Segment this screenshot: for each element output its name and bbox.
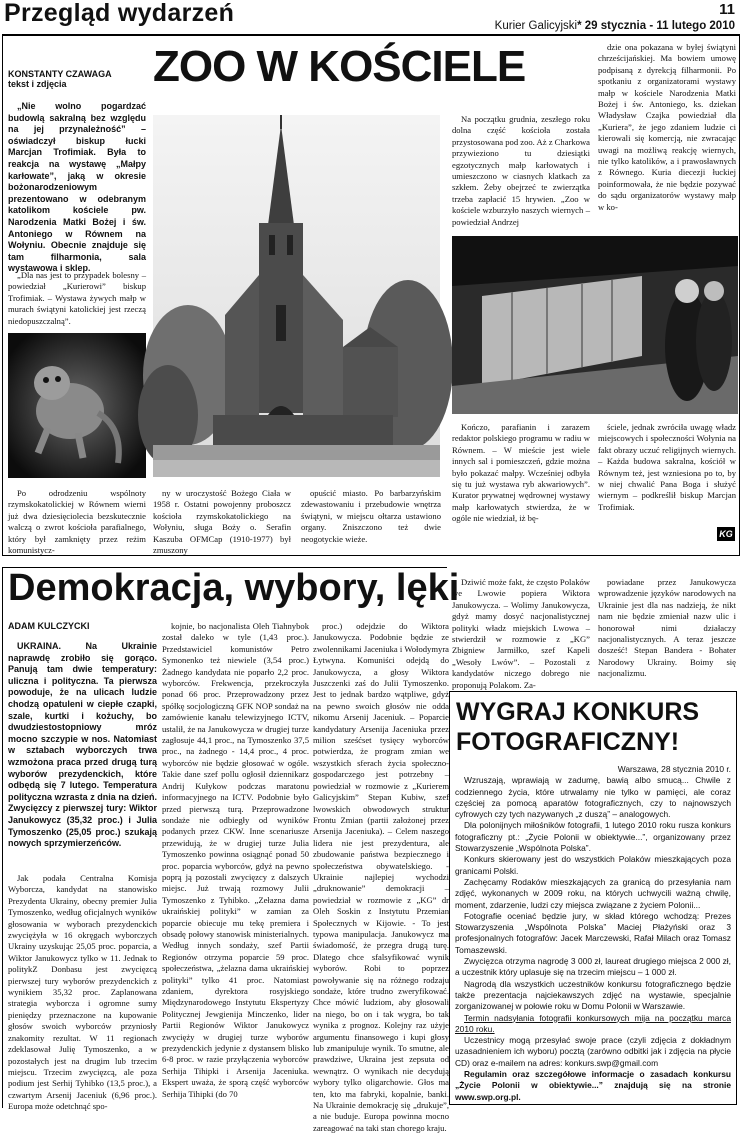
newspaper-line	[495, 20, 735, 32]
konkurs-p4: Zachęcamy Rodaków mieszkających za granicą do przesyłania nam zdjęć, wykonanych w 2009 roku, na których uchwycili ważną chwilę, moment, zdarzenie, ludzi czy miejsca związane z życiem Polonii...	[455, 876, 731, 910]
konkurs-dateline: Warszawa, 28 stycznia 2010 r.	[617, 764, 731, 774]
zoo-col5-top	[598, 42, 736, 234]
zoo-col4-bottom	[452, 422, 590, 547]
demo-col5	[598, 577, 736, 677]
demo-lead-text: UKRAINA. Na Ukrainie naprawdę zrobiło się gorąco. Panują tam dwie temperatury: uliczna i polityczna. Ta pierwsza powoduje, że na ulicach ludzie chodzą opatuleni w ciepłe czapki, szale, kurtki i kożuchy, bo dwudziestostopniowy mróz mocno szczypie w nos. Natomiast w sztabach wyborczych trwa wzmożona praca przed drugą turą wyborów prezydenckich, które odbędą się 7 lutego. Temperatura polityczna wzrasta z dnia na dzień. Zwycięzcy z pierwszej tury: Wiktor Janukowycz (35,32 proc.) i Julia Tymoszenko (25,05 proc.) szukają nowych sprzymierzeńców.	[8, 641, 157, 849]
newspaper-name: Kurier Galicyjski	[494, 20, 578, 32]
zoo-col5-top-text: dzie ona pokazana w byłej świątyni chrześcijańskiej. Ma bowiem umowę podpisaną z dyrekcją filharmonii. Po spotkaniu z organizatorami wystawy małp w kościele Narodzenia Matki Bożej i św. Antoniego, ks. dziekan Władysław Czajka powiedział dla „Kuriera”, że jego zdaniem ludzie ci kierowali się komercją, nie zwracając uwagi na możliwą reakcję wiernych, nie tylko katolików, a i prawosławnych z Równego. Kuria diecezji łuckiej poinformowała, że nie będzie pozywać do sądu organizatorów wystawy małp w ko-	[598, 42, 736, 212]
konkurs-p7: Nagrodą dla wszystkich uczestników konkursu fotograficznego będzie także prezentacja najciekawszych zdjęć na wystawie, specjalnie zorganizowanej w połowie roku w Domu Polonii w Warszawie.	[455, 978, 731, 1012]
demo-col4-text: Dziwić może fakt, że często Polaków we Lwowie popiera Wiktora Janukowycza. – Wolimy Janukowycza, gdyż mamy dosyć nacjonalistycznej polityki władz miejskich Lwowa – stwierdził w rozmowie z „KG” Zbigniew Jarmiłko, szef Kapeli „Wesoły Lwów”. – Pozostali z kandydatów niczego dobrego nie proponują Polakom. Za-	[452, 577, 590, 690]
konkurs-headline-1: WYGRAJ KONKURS	[456, 698, 700, 726]
demo-frame-left	[2, 567, 3, 1108]
konkurs-p1: Wzruszają, wprawiają w zadumę, bawią albo smucą... Chwile z codziennego życia, które utrwalamy nie tylko w pamięci, ale coraz częściej za pomocą aparatów fotograficznych, czy to najnowszych cyfrowych czy tych nazywanych „z duszą” – analogowych.	[455, 775, 731, 820]
masthead-rule	[2, 34, 740, 36]
zoo-col1-paragraph: „Dla nas jest to przypadek bolesny – powiedział „Kurierowi” biskup Trofimiak. – Wystawa żywych małp w murach świątyni katolickiej jest rzeczą niedopuszczalną”.	[8, 270, 146, 326]
konkurs-p3: Konkurs skierowany jest do wszystkich Polaków mieszkających poza granicami Polski.	[455, 854, 731, 876]
zoo-col1-text	[8, 270, 146, 330]
demo-headline: Demokracja, wybory, lęki	[8, 567, 460, 609]
zoo-caption-col3-text: opuścić miasto. Po barbarzyńskim zdewastowaniu i przebudowie wnętrza świątyni, w miejscu ołtarza ustawiono organy. Zniszczono też dwie neogotyckie wieże.	[301, 488, 441, 544]
zoo-col5-bottom-text: ściele, jednak zwróciła uwagę władz miejscowych i społeczności Wołynia na fakt obrazy uczuć religijnych wiernych. – Każda budowa sakralna, kościół w Równym też, jest wzniesiona po to, by w niej chwalić Pana Boga i służyć wiernym – podkreślił biskup Marcjan Trofimiak.	[598, 422, 736, 512]
kg-logo: KG	[717, 527, 735, 541]
konkurs-p6: Zwycięzca otrzyma nagrodę 3 000 zł, laureat drugiego miejsca 2 000 zł, a uczestnik który uplasuje się na trzecim miejscu – 1 000 zł.	[455, 956, 731, 978]
church-photo	[153, 115, 440, 477]
zoo-col4-bottom-text: Kończo, parafianin i zarazem redaktor polskiego programu w radiu w Równem. – W mieście jest wiele innych sal i pomieszczeń, gdzie można było pokazać małpy. Wcześniej odbyła się tu już wystawa ryb akwariowych”. Kurator prywatnej wędrownej wystawy małp karłowatych stwierdza, że w ogóle nie wiedział, iż bę-	[452, 422, 590, 524]
zoo-caption-col3	[301, 488, 441, 545]
zoo-lead	[8, 101, 146, 274]
demo-col1	[8, 873, 157, 1112]
demo-col2	[162, 621, 309, 1105]
monkey-photo	[8, 333, 146, 478]
konkurs-box	[449, 691, 737, 1105]
demo-lead	[8, 641, 157, 871]
konkurs-p5: Fotografie oceniać będzie jury, w skład którego wchodzą: Prezes Stowarzyszenia „Wspólnota Polska” Maciej Płażyński oraz 3 profesjonalnych fotografów: Jacek Marczewski, Rafał Milach oraz Tomasz Tomaszewski.	[455, 910, 731, 955]
demo-col2-text: kojnie, bo nacjonalista Oleh Tiahnybok został daleko w tyle (1,43 proc.). Przedstawiciel komunistów Petro Symonenko też niewiele (3,54 proc.) Żadnego kandydata nie poparło 2,2 proc. wyborców. Frekwencja, przekroczyła ponad 66 proc. Przeprowadzony przez spółkę socjologiczną GFK NOP sondaż na zamówienie kanału telewizyjnego ICTV, ustalił, że na Janukowycza w drugiej turze zagłosuje 44,1 proc., na Tymoszenko 37,5 proc., na żadnego - 14,4 proc., 4 proc. wyborców nie będzie głosować w ogóle. Takie dane szef pollu ogłosił dziennikarz Andrij Kułykow podczas maratonu informacyjnego na ICTV. Podobnie było przed pierwszą turą. Przeprowadzone sondaże nie odbiegły od wyników podanych przez CKW. Inne scenariusze przewidują, że w drugiej turze Julia Tymoszenko powinna osiągnąć ponad 50 proc. poparcia wyborców, gdyż na pewno poprą ją pozostali zwycięzcy z dalszych miejsc. Już trwają rozmowy Julii Tymoszenko z Tyhibko. „Zełazna dama ukraińskiej polityki” w zamian za poparcie obiecuje mu tekę premiera i obsadę połowy stanowisk ministerialnych. Według innych sondaży, szef Partii Regionów otrzyma poparcie 59 proc. społeczeństwa, „żelazna dama ukraińskiej polityki” tylko 41 proc. Natomiast zdaniem, dyrektora rosyjskiego Międzynarodowego Instytutu Ekspertyzy Politycznej Jewgienija Minczenko, lider Partii Regionów Wiktor Janukowycz zwycięży w drugiej turze wyborów prezydenckich jedynie z dystansem blisko 6-8 proc. w razie przyłączenia wyborców Serhija Tihipki i Arsenija Jaceniuka. Ekspert uważa, że sporą część wyborców Serhija Tihipki (do 70	[162, 621, 309, 1099]
konkurs-body	[455, 764, 731, 1102]
demo-col4	[452, 577, 590, 690]
issue-date: * 29 stycznia - 11 lutego 2010	[577, 20, 735, 32]
zoo-headline: ZOO W KOŚCIELE	[153, 42, 526, 91]
demo-col3	[313, 621, 449, 1133]
zoo-caption-col2-text: ny w uroczystość Bożego Ciała w 1958 r. Ostatni powojenny proboszcz kościoła rzymskokatolickiego na Wołyniu, sługa Boży o. Serafin Kaszuba OFMCap (1910-1977) był zmuszony	[153, 488, 291, 556]
zoo-caption-col1	[8, 488, 146, 556]
zoo-lead-text: „Nie wolno pogardzać budowlą sakralną bez względu na jej przynależność” – oświadczył biskup łucki Marcjan Trofimiak. Była to reakcja na wystawę „Małpy karłowate”, jaką w okresie bożonarodzeniowym prezentowano w odebranym katolikom kościele pw. Narodzenia Matki Bożej i św. Antoniego w Równem na Wołyniu. Obecnie znajduje się tam filharmonia, sala wystawowa i sklep.	[8, 101, 146, 274]
zoo-col4-top-text: Na początku grudnia, zeszłego roku dolna część kościoła została przystosowana pod zoo. Aż z Charkowa przywieziono tu dziesiątki egzotycznych małp karłowatych i umieszczono w ciasnych klatkach za szkłem. Żeby obejrzeć te zwierzątka trzeba zapłacić 15 hrywien. „Zoo w kościele wzburzyło naszych wiernych – powiedział Andrzej	[452, 114, 590, 227]
demo-col5-text: powiadane przez Janukowycza wprowadzenie języków narodowych na Ukrainie jest dla nas nadzieją, że nikt nam nie będzie zmieniał nazw ulic i honorował nimi działaczy nacjonalistycznych. A teraz jeszcze dosześć! Stepan Bandera - Bohater Narodowy Ukrainy. Boimy się nacjonalizmu.	[598, 577, 736, 679]
page-number: 11	[719, 1, 735, 18]
zoo-caption-col2	[153, 488, 291, 556]
konkurs-headline-2: FOTOGRAFICZNY!	[456, 728, 680, 756]
konkurs-p9: Uczestnicy mogą przesyłać swoje prace (czyli zdjęcia z dokładnym uzasadnieniem ich wyboru) pocztą (zarówno odbitki jak i zdjęcia na płycie CD) oraz e-mailem na adres: konkurs.swp@gmail.com	[455, 1035, 731, 1068]
demo-author: ADAM KULCZYCKI	[8, 621, 90, 631]
zoo-caption-col1-text: Po odrodzeniu wspólnoty rzymskokatolickiej w Równem wierni już dwa dziesięciolecia bezskutecznie walczą o zwrot kościoła parafialnego, który był zamknięty przez reżim komunistycz-	[8, 488, 146, 556]
zoo-frame-right	[739, 34, 740, 556]
konkurs-p8: Termin nadsyłania fotografii konkursowych mija na początku marca 2010 roku.	[455, 1012, 731, 1034]
zoo-col4-top	[452, 114, 590, 234]
zoo-author: KONSTANTY CZAWAGA	[8, 69, 112, 79]
zoo-author-role: tekst i zdjęcia	[8, 79, 67, 89]
konkurs-p2: Dla polonijnych miłośników fotografii, 1 lutego 2010 roku rusza konkurs fotograficzny pt.: „Życie Polonii w obiektywie...”, organizowany przez Stowarzyszenie „Wspólnota Polska”.	[455, 820, 731, 854]
demo-col3-text: proc.) odejdzie do Wiktora Janukowycza. Podobnie będzie ze zwolennikami Jaceniuka i Wołodymyra Łytwyna. Komuniści odejdą do Janukowycza, a głosy Wiktora Juszczenki zaś do Julii Tymoszenko. Jest to jednak bardzo wątpliwe, gdyż na pewno swoich głosów nie odda nikomu Arsenij Jaceniuk. – Poparcie kandydatury Arsenija Jaceniuka przez milion sześćset tysięcy wyborców potwierdza, że program zmian we wszystkich sferach życia społeczno-gospodarczego jest potrzebny – powiedział w rozmowie z „Kurierem Galicyjskim” Stepan Kubiw, szef lwowskich obwodowych struktur Frontu Zmian (partii założonej przez Arsenija Jaceniuka). – Celem naszego lidera nie jest prezydentura, ale zbudowanie państwa bezpiecznego i społeczeństwa obywatelskiego. - Ukrainie najlepiej wychodzi „druknowanie” demokracji – powiedział w rozmowie z „KG” dr Oleh Soskin z Instytutu Przemian Społecznych w Kijowie. - To jest typowa manipulacja. Janukowycz ma świadomość, że przegra drugą turę. Dlatego chce sfalsyfikować wynik wyborów. Robi to poprzez powoływanie się na różnego rodzaju sondaże, które trudno zweryfikować. Chce mówić ludziom, aby głosowali na niego, bo on i tak wygra, bo tak wynika z prognoz. Kolejny raz użyje argumentu finansowego i kupi głosy lub zmanipuluje wynik. To smutne, ale prawdziwe, Ukraina jest zepsuta od wewnątrz. O wynikach nie decydują wybory tylko oligarchowie. Głos ma ten, kto ma fabryki, kopalnie, banki. Na Ukrainie demokrację się „drukuje”, a nie buduje. Europa powinna mocno zareagować na taki stan chorego kraju.	[313, 621, 449, 1133]
konkurs-p10: Regulamin oraz szczegółowe informacje o zasadach konkursu „Życie Polonii w obiektywie...” znajdują się na stronie www.swp.org.pl.	[455, 1069, 731, 1102]
zoo-col5-bottom	[598, 422, 736, 522]
zoo-cages-photo	[452, 236, 738, 414]
section-title: Przegląd wydarzeń	[4, 0, 235, 27]
demo-col1-text: Jak podała Centralna Komisja Wyborcza, kandydat na stanowisko Prezydenta Ukrainy, obecny premier Julia Tymoszenko, według oficjalnych wyników głosowania w wyborach prezydenckich zwyciężyła w 16 okręgach wyborczych Ukrainy uzyskując 25,05 proc. poparcia, a Wiktor Janukowycz tylko w 11. Jednak to politykZ Donbasu jest zwycięzcą pierwszej tury wyborów prezydenckich z wynikiem 35,32 proc. Zaplanowana strategia wyborcza i ogromne sumy pieniędzy przeznaczone na kupowanie głosów swoich wyborców przyniosły znakomity rezultat. W 11 regionach zdeklasował Julię Tymoszenko, a w pozostałych jest na drugim lub trzecim miejscu. Trzecim zwycięzcą, ale poza podium jest Serhij Tyhibko (13,5 proc.), a czwartym Arsenij Jaceniuk (6,96 proc.). Europa może odetchnąć spo-	[8, 873, 157, 1112]
zoo-frame-left	[2, 34, 3, 556]
